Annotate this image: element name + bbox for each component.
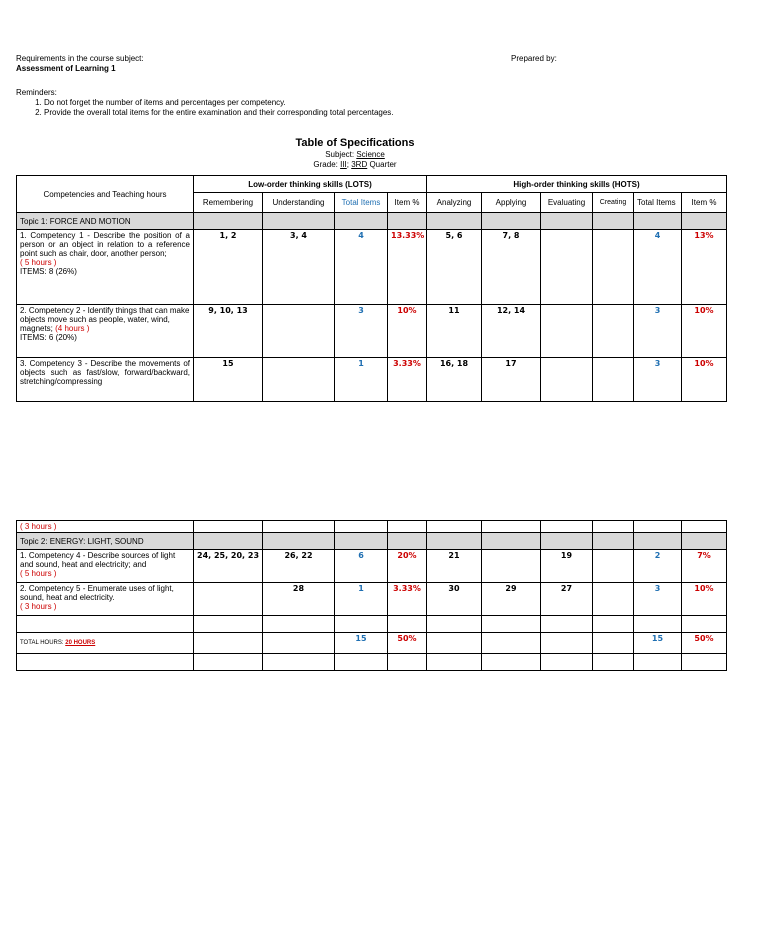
c1-creating	[593, 230, 634, 305]
total-hots-pct: 50%	[682, 633, 727, 654]
c4-remembering: 24, 25, 20, 23	[194, 550, 263, 583]
competency-4-text: 1. Competency 4 - Describe sources of light and sound, heat and electricity; and	[20, 551, 176, 569]
c2-pct: 10%	[388, 305, 427, 358]
grade-sep: ;	[346, 160, 352, 169]
reminders-label: Reminders:	[16, 88, 57, 97]
document-title: Table of Specifications	[295, 137, 415, 149]
col-total-items-hots: Total Items	[634, 193, 682, 213]
c2-understanding	[263, 305, 335, 358]
c3-understanding	[263, 358, 335, 402]
competency-1-hours: ( 5 hours )	[20, 258, 57, 267]
col-creating: Creating	[593, 193, 634, 213]
c2-applying: 12, 14	[482, 305, 541, 358]
competency-1-text: 1. Competency 1 - Describe the position of a person or an object in relation to a reference point such as chair, door, another person;	[20, 231, 190, 258]
c4-creating	[593, 550, 634, 583]
subject-value: Science	[356, 150, 385, 159]
c4-applying	[482, 550, 541, 583]
c4-understanding: 26, 22	[263, 550, 335, 583]
competency-3-text: 3. Competency 3 - Describe the movements of objects such as fast/slow, forward/backward, stretching/compressing	[20, 359, 190, 386]
table-row	[17, 583, 727, 616]
c1-evaluating	[541, 230, 593, 305]
col-item-pct-hots: Item %	[682, 193, 727, 213]
c2-evaluating	[541, 305, 593, 358]
competency-5-text: 2. Competency 5 - Enumerate uses of light, sound, heat and electricity.	[20, 584, 174, 602]
c4-pct: 20%	[388, 550, 427, 583]
reminders	[16, 88, 394, 118]
grade-line	[0, 160, 710, 170]
c1-pct-hots: 13%	[682, 230, 727, 305]
c2-total-hots: 3	[634, 305, 682, 358]
c4-analyzing: 21	[427, 550, 482, 583]
c5-applying: 29	[482, 583, 541, 616]
competency-2-items: ITEMS: 6 (20%)	[20, 333, 77, 342]
table-row	[17, 230, 727, 305]
reminders-list	[16, 98, 394, 118]
c5-creating	[593, 583, 634, 616]
quarter-word: Quarter	[367, 160, 397, 169]
c3-evaluating	[541, 358, 593, 402]
tos-table-part-2	[16, 520, 727, 671]
c1-pct: 13.33%	[388, 230, 427, 305]
c3-applying: 17	[482, 358, 541, 402]
c2-remembering: 9, 10, 13	[194, 305, 263, 358]
c5-pct-hots: 10%	[682, 583, 727, 616]
title-block	[0, 137, 710, 170]
course-header	[16, 54, 144, 74]
c1-total: 4	[335, 230, 388, 305]
quarter-number: 3RD	[351, 160, 368, 169]
c2-total: 3	[335, 305, 388, 358]
competency-3-hours: ( 3 hours )	[17, 521, 194, 533]
course-name: Assessment of Learning 1	[16, 64, 116, 73]
c4-total: 6	[335, 550, 388, 583]
col-evaluating: Evaluating	[541, 193, 593, 213]
topic-1-label: Topic 1: FORCE AND MOTION	[17, 213, 194, 230]
c4-total-hots: 2	[634, 550, 682, 583]
competency-4-hours: ( 5 hours )	[20, 569, 57, 578]
grade-label: Grade:	[313, 160, 341, 169]
tos-table-part-1	[16, 175, 727, 402]
c1-total-hots: 4	[634, 230, 682, 305]
c1-applying: 7, 8	[482, 230, 541, 305]
competency-2-hours: (4 hours )	[55, 324, 90, 333]
topic-2-label: Topic 2: ENERGY: LIGHT, SOUND	[17, 533, 194, 550]
c1-analyzing: 5, 6	[427, 230, 482, 305]
competency-2	[17, 305, 194, 358]
competency-3	[17, 358, 194, 402]
c2-creating	[593, 305, 634, 358]
c5-total-hots: 3	[634, 583, 682, 616]
lots-header: Low-order thinking skills (LOTS)	[194, 176, 427, 193]
reminder-item: 1. Do not forget the number of items and percentages per competency.	[44, 98, 394, 108]
competency-1-items: ITEMS: 8 (26%)	[20, 267, 77, 276]
total-hots-items: 15	[634, 633, 682, 654]
total-lots-items: 15	[335, 633, 388, 654]
c3-pct: 3.33%	[388, 358, 427, 402]
total-hours-value: 20 HOURS	[65, 639, 96, 646]
competency-2-text: 2. Competency 2 - Identify things that can make objects move such as people, water, wind, magnets;	[20, 306, 190, 333]
requirements-label: Requirements in the course subject:	[16, 54, 144, 63]
c3-total: 1	[335, 358, 388, 402]
col-item-pct: Item %	[388, 193, 427, 213]
table-row	[17, 550, 727, 583]
c5-remembering	[194, 583, 263, 616]
competency-4	[17, 550, 194, 583]
table-row	[17, 305, 727, 358]
competency-5	[17, 583, 194, 616]
table-row	[17, 521, 727, 533]
c4-evaluating: 19	[541, 550, 593, 583]
competency-2-text-line	[20, 306, 190, 333]
c5-pct: 3.33%	[388, 583, 427, 616]
c3-pct-hots: 10%	[682, 358, 727, 402]
competency-5-hours: ( 3 hours )	[20, 602, 57, 611]
hots-header: High-order thinking skills (HOTS)	[427, 176, 727, 193]
table-row	[17, 358, 727, 402]
totals-row	[17, 633, 727, 654]
c3-creating	[593, 358, 634, 402]
c2-analyzing: 11	[427, 305, 482, 358]
c5-understanding: 28	[263, 583, 335, 616]
total-hours-label: TOTAL HOURS:	[20, 639, 66, 646]
subject-label: Subject:	[325, 150, 357, 159]
total-lots-pct: 50%	[388, 633, 427, 654]
col-total-items: Total Items	[335, 193, 388, 213]
c2-pct-hots: 10%	[682, 305, 727, 358]
col-analyzing: Analyzing	[427, 193, 482, 213]
c1-understanding: 3, 4	[263, 230, 335, 305]
c5-total: 1	[335, 583, 388, 616]
c3-remembering: 15	[194, 358, 263, 402]
c5-evaluating: 27	[541, 583, 593, 616]
c3-total-hots: 3	[634, 358, 682, 402]
col-understanding: Understanding	[263, 193, 335, 213]
competencies-header: Competencies and Teaching hours	[17, 176, 194, 213]
c3-analyzing: 16, 18	[427, 358, 482, 402]
reminder-item: 2. Provide the overall total items for the entire examination and their corresponding total percentages.	[44, 108, 394, 118]
grade-value: III	[340, 160, 347, 169]
subject-line	[0, 150, 710, 160]
c4-pct-hots: 7%	[682, 550, 727, 583]
competency-1	[17, 230, 194, 305]
col-applying: Applying	[482, 193, 541, 213]
prepared-by: Prepared by:	[511, 54, 557, 63]
c1-remembering: 1, 2	[194, 230, 263, 305]
col-remembering: Remembering	[194, 193, 263, 213]
total-hours	[17, 633, 194, 654]
c5-analyzing: 30	[427, 583, 482, 616]
